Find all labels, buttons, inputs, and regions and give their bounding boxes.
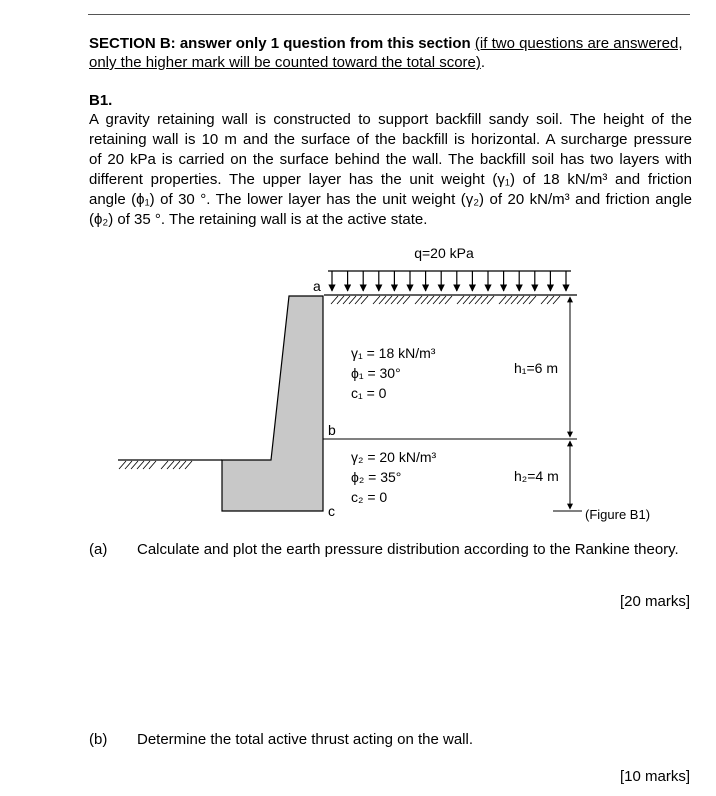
hatch-mark [361, 296, 368, 304]
hatch-mark [173, 461, 180, 469]
part-b-text: Determine the total active thrust acting on the wall. [137, 731, 474, 748]
hatch-mark [499, 296, 506, 304]
hatch-mark [427, 296, 434, 304]
question-line: angle (ϕ₁) of 30 °. The lower layer has the unit weight (γ₂) of 20 kN/m³ and friction angle [89, 191, 692, 208]
hatch-mark [403, 296, 410, 304]
part-a-text: Calculate and plot the earth pressure distribution according to the Rankine theory. [137, 541, 679, 558]
hatch-mark [343, 296, 350, 304]
hatch-mark [421, 296, 428, 304]
h2-label: h₂=4 m [514, 468, 559, 484]
point-c-label: c [328, 503, 335, 519]
hatch-mark [119, 461, 126, 469]
surcharge-arrows [328, 271, 571, 291]
hatch-mark [391, 296, 398, 304]
hatch-mark [149, 461, 156, 469]
part-b-label: (b) [89, 731, 108, 748]
hatch-mark [385, 296, 392, 304]
hatch-mark [481, 296, 488, 304]
hatch-mark [517, 296, 524, 304]
hatch-mark [553, 296, 560, 304]
backfill-surface [324, 295, 577, 304]
hatch-mark [337, 296, 344, 304]
hatch-mark [529, 296, 536, 304]
question-line: retaining wall is 10 m and the surface of the backfill is horizontal. A surcharge pressure [89, 131, 692, 148]
hatch-mark [379, 296, 386, 304]
part-a-label: (a) [89, 541, 108, 558]
part-a-marks: [20 marks] [619, 593, 690, 610]
surcharge-label: q=20 kPa [414, 245, 474, 261]
hatch-mark [439, 296, 446, 304]
question-number: B1. [89, 92, 113, 109]
hatch-mark [433, 296, 440, 304]
hatch-mark [137, 461, 144, 469]
layer2-unit-weight: γ₂ = 20 kN/m³ [351, 449, 437, 465]
hatch-mark [475, 296, 482, 304]
hatch-mark [505, 296, 512, 304]
hatch-mark [167, 461, 174, 469]
point-a-label: a [313, 278, 321, 294]
hatch-mark [131, 461, 138, 469]
layer1-friction-angle: ϕ₁ = 30° [351, 365, 401, 381]
hatch-mark [469, 296, 476, 304]
section-note-end: . [480, 54, 486, 71]
hatch-mark [547, 296, 554, 304]
section-note: (if two questions are answered, only the higher mark will be counted toward the total score) [89, 35, 683, 71]
hatch-mark [511, 296, 518, 304]
front-ground [118, 460, 222, 469]
hatch-mark [349, 296, 356, 304]
hatch-mark [125, 461, 132, 469]
question-line: (ϕ₂) of 35 °. The retaining wall is at the active state. [89, 211, 428, 228]
hatch-mark [161, 461, 168, 469]
hatch-mark [143, 461, 150, 469]
layer2-cohesion: c₂ = 0 [351, 489, 388, 505]
point-b-label: b [328, 422, 336, 438]
question-line: of 20 kPa is carried on the surface behind the wall. The backfill soil has two layers with [89, 151, 692, 168]
hatch-mark [463, 296, 470, 304]
hatch-mark [457, 296, 464, 304]
hatch-mark [397, 296, 404, 304]
hatch-mark [179, 461, 186, 469]
hatch-mark [373, 296, 380, 304]
figure-caption: (Figure B1) [585, 507, 651, 522]
question-line: different properties. The upper layer has the unit weight (γ₁) of 18 kN/m³ and friction [89, 171, 692, 188]
retaining-wall [222, 296, 323, 511]
hatch-mark [185, 461, 192, 469]
hatch-mark [415, 296, 422, 304]
question-line: A gravity retaining wall is constructed to support backfill sandy soil. The height of the [89, 111, 692, 128]
hatch-mark [523, 296, 530, 304]
hatch-mark [541, 296, 548, 304]
hatch-mark [487, 296, 494, 304]
section-title: SECTION B: answer only 1 question from this section [89, 35, 471, 52]
part-b-marks: [10 marks] [619, 768, 690, 785]
layer1-cohesion: c₁ = 0 [351, 385, 387, 401]
hatch-mark [355, 296, 362, 304]
hatch-mark [331, 296, 338, 304]
layer1-unit-weight: γ₁ = 18 kN/m³ [351, 345, 436, 361]
hatch-mark [445, 296, 452, 304]
h1-label: h₁=6 m [514, 360, 559, 376]
layer2-friction-angle: ϕ₂ = 35° [351, 469, 402, 485]
